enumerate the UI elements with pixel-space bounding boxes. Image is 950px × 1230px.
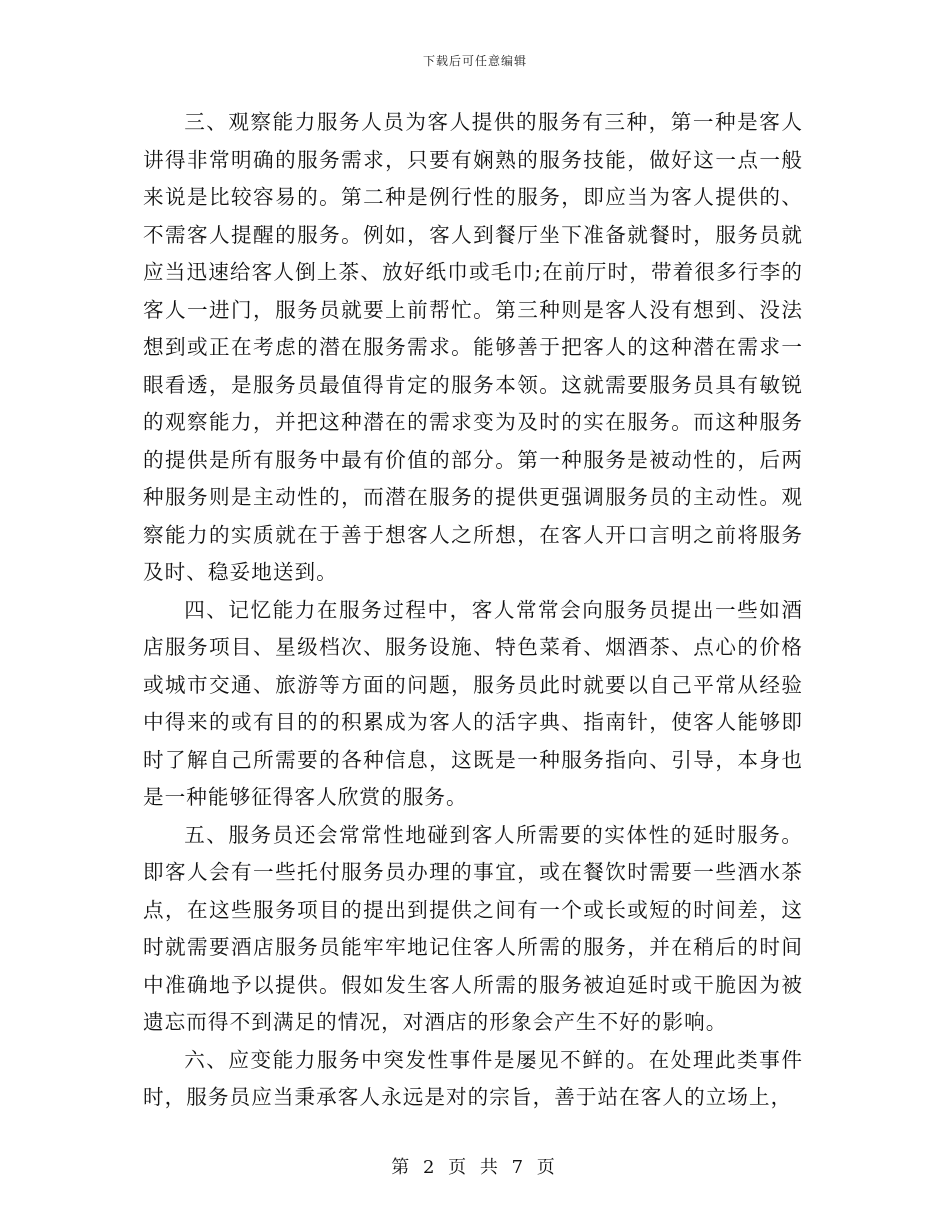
paragraph-observation: 三、观察能力服务人员为客人提供的服务有三种，第一种是客人讲得非常明确的服务需求，只要有娴熟的服务技能，做好这一点一般来说是比较容易的。第二种是例行性的服务，即应当为客人提供的、不需客人提醒的服务。例如，客人到餐厅坐下准备就餐时，服务员就应当迅速给客人倒上茶、放好纸巾或毛巾;在前厅时，带着很多行李的客人一进门，服务员就要上前帮忙。第三种则是客人没有想到、没法想到或正在考虑的潜在服务需求。能够善于把客人的这种潜在需求一眼看透，是服务员最值得肯定的服务本领。这就需要服务员具有敏锐的观察能力，并把这种潜在的需求变为及时的实在服务。而这种服务的提供是所有服务中最有价值的部分。第一种服务是被动性的，后两种服务则是主动性的，而潜在服务的提供更强调服务员的主动性。观察能力的实质就在于善于想客人之所想，在客人开口言明之前将服务及时、稳妥地送到。 [143, 110, 803, 584]
paragraph-adaptability: 六、应变能力服务中突发性事件是屡见不鲜的。在处理此类事件时，服务员应当秉承客人永远是对的宗旨，善于站在客人的立场上， [143, 1047, 803, 1109]
page-header-note: 下载后可任意编辑 [422, 54, 527, 68]
paragraph-delayed-service: 五、服务员还会常常性地碰到客人所需要的实体性的延时服务。即客人会有一些托付服务员办理的事宜，或在餐饮时需要一些酒水茶点，在这些服务项目的提出到提供之间有一个或长或短的时间差，这时就需要酒店服务员能牢牢地记住客人所需的服务，并在稍后的时间中准确地予以提供。假如发生客人所需的服务被迫延时或干脆因为被遗忘而得不到满足的情况，对酒店的形象会产生不好的影响。 [143, 822, 803, 1034]
document-body [143, 104, 803, 1117]
paragraph-memory: 四、记忆能力在服务过程中，客人常常会向服务员提出一些如酒店服务项目、星级档次、服务设施、特色菜肴、烟酒茶、点心的价格或城市交通、旅游等方面的问题，服务员此时就要以自己平常从经验中得来的或有目的的积累成为客人的活字典、指南针，使客人能够即时了解自己所需要的各种信息，这既是一种服务指向、引导，本身也是一种能够征得客人欣赏的服务。 [143, 597, 803, 809]
page-number: 第 2 页 共 7 页 [391, 1157, 559, 1178]
